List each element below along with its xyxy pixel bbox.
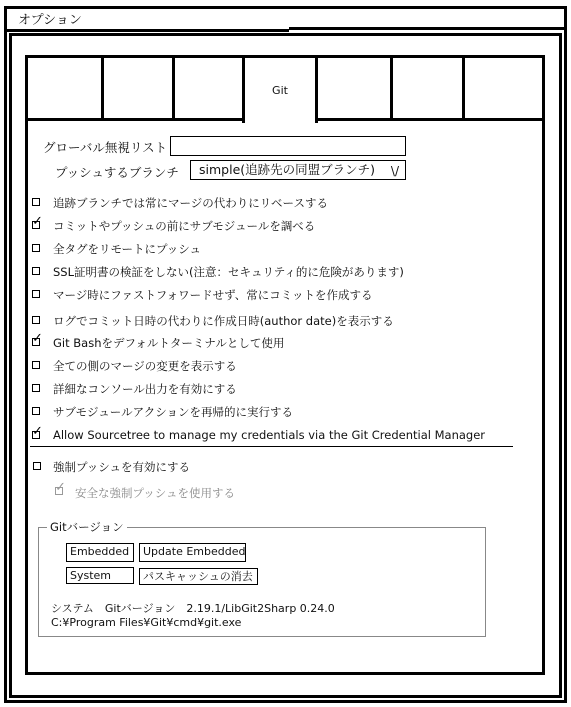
option-checkbox-1[interactable] [32,198,40,206]
option-label-8: 全ての側のマージの変更を表示する [53,359,237,373]
clear-path-cache-button[interactable]: パスキャッシュの消去 [139,568,258,585]
option-checkbox-9[interactable] [32,384,40,392]
option-checkbox-2[interactable] [32,221,40,229]
tab-2[interactable] [101,55,175,121]
option-checkbox-7[interactable] [32,338,40,346]
option-label-11: Allow Sourcetree to manage my credentials via the Git Credential Manager [53,428,486,442]
option-checkbox-11[interactable] [32,431,40,439]
system-button[interactable]: System [66,567,134,584]
safe-force-push-checkbox[interactable] [55,487,63,495]
option-label-1: 追跡ブランチでは常にマージの代わりにリベースする [53,196,328,210]
push-branch-label: プッシュするブランチ [55,165,179,180]
push-branch-value: simple(追跡先の同盟ブランチ) [199,162,376,177]
tab-1[interactable] [25,55,104,121]
git-path: C:¥Program Files¥Git¥cmd¥git.exe [51,616,242,629]
option-checkbox-4[interactable] [32,267,40,275]
embedded-button[interactable]: Embedded [66,543,134,562]
tab-7[interactable] [462,55,545,121]
option-label-7: Git Bashをデフォルトターミナルとして使用 [53,336,285,350]
tab-5[interactable] [315,55,393,121]
option-label-2: コミットやプッシュの前にサブモジュールを調べる [53,219,316,233]
git-version-info: システム Gitバージョン 2.19.1/LibGit2Sharp 0.24.0 [51,602,335,615]
option-label-6: ログでコミット日時の代わりに作成日時(author date)を表示する [53,314,394,328]
option-checkbox-5[interactable] [32,290,40,298]
chevron-down-icon: \/ [390,164,399,178]
option-checkbox-3[interactable] [32,244,40,252]
titlebar-divider [4,29,289,32]
force-push-checkbox[interactable] [33,462,41,470]
tab-3[interactable] [172,55,245,121]
titlebar-divider-right [289,27,567,30]
option-label-9: 詳細なコンソール出力を有効にする [53,382,237,396]
option-checkbox-10[interactable] [32,407,40,415]
git-version-legend: Gitバージョン [47,519,127,535]
option-label-4: SSL証明書の検証をしない(注意：セキュリティ的に危険があります) [53,265,404,279]
safe-force-push-label: 安全な強制プッシュを使用する [75,486,235,500]
option-label-3: 全タグをリモートにプッシュ [53,242,202,256]
global-ignore-label: グローバル無視リスト [43,140,168,155]
option-label-10: サブモジュールアクションを再帰的に実行する [53,405,294,419]
option-checkbox-6[interactable] [32,316,40,324]
update-embedded-button[interactable]: Update Embedded [139,543,246,562]
option-checkbox-8[interactable] [32,361,40,369]
tab-6[interactable] [390,55,465,121]
tab-git[interactable]: Git [242,55,318,123]
options-divider [30,446,513,447]
push-branch-select[interactable] [190,160,406,180]
global-ignore-input[interactable] [170,136,406,156]
window-title: オプション [18,13,82,28]
force-push-label: 強制プッシュを有効にする [53,460,190,474]
option-label-5: マージ時にファストフォワードせず、常にコミットを作成する [53,288,373,302]
